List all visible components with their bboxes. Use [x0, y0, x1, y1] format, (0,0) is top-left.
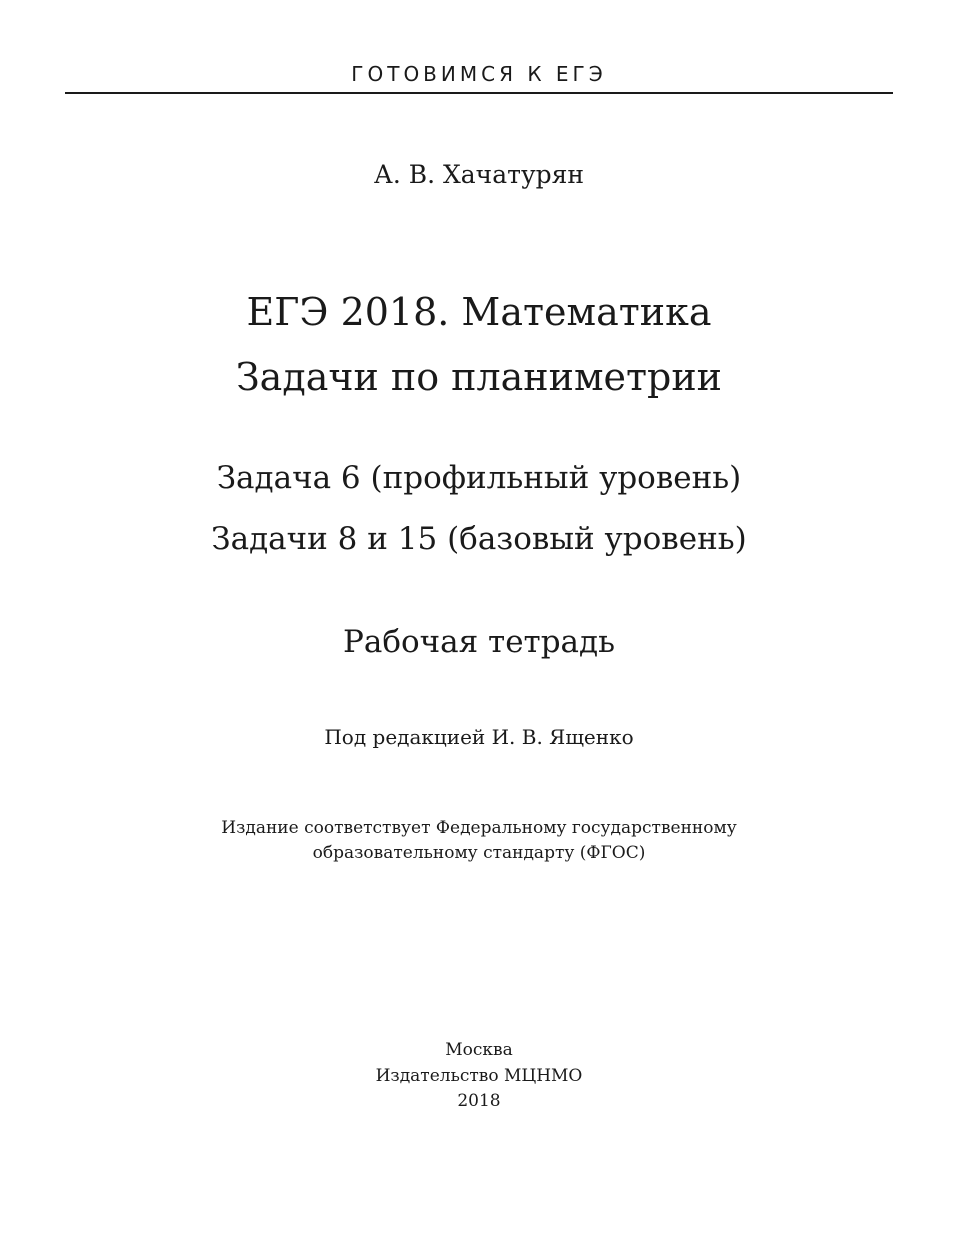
author-name: А. В. Хачатурян	[373, 160, 585, 189]
series-title: ГОТОВИМСЯ К ЕГЭ	[351, 62, 607, 86]
book-title-line-2: Задачи по планиметрии	[235, 355, 723, 399]
imprint-city: Москва	[445, 1040, 513, 1060]
header-rule	[65, 92, 893, 94]
standard-note-line-2: образовательному стандарту (ФГОС)	[312, 843, 646, 863]
task-line-2: Задачи 8 и 15 (базовый уровень)	[211, 521, 747, 557]
book-type: Рабочая тетрадь	[343, 624, 615, 660]
standard-note-line-1: Издание соответствует Федеральному государственному	[221, 818, 737, 838]
task-line-1: Задача 6 (профильный уровень)	[216, 460, 742, 496]
book-title-line-1: ЕГЭ 2018. Математика	[246, 290, 712, 334]
editor-credit: Под редакцией И. В. Ященко	[324, 725, 634, 749]
imprint-publisher: Издательство МЦНМО	[375, 1066, 583, 1086]
imprint-year: 2018	[457, 1091, 501, 1111]
